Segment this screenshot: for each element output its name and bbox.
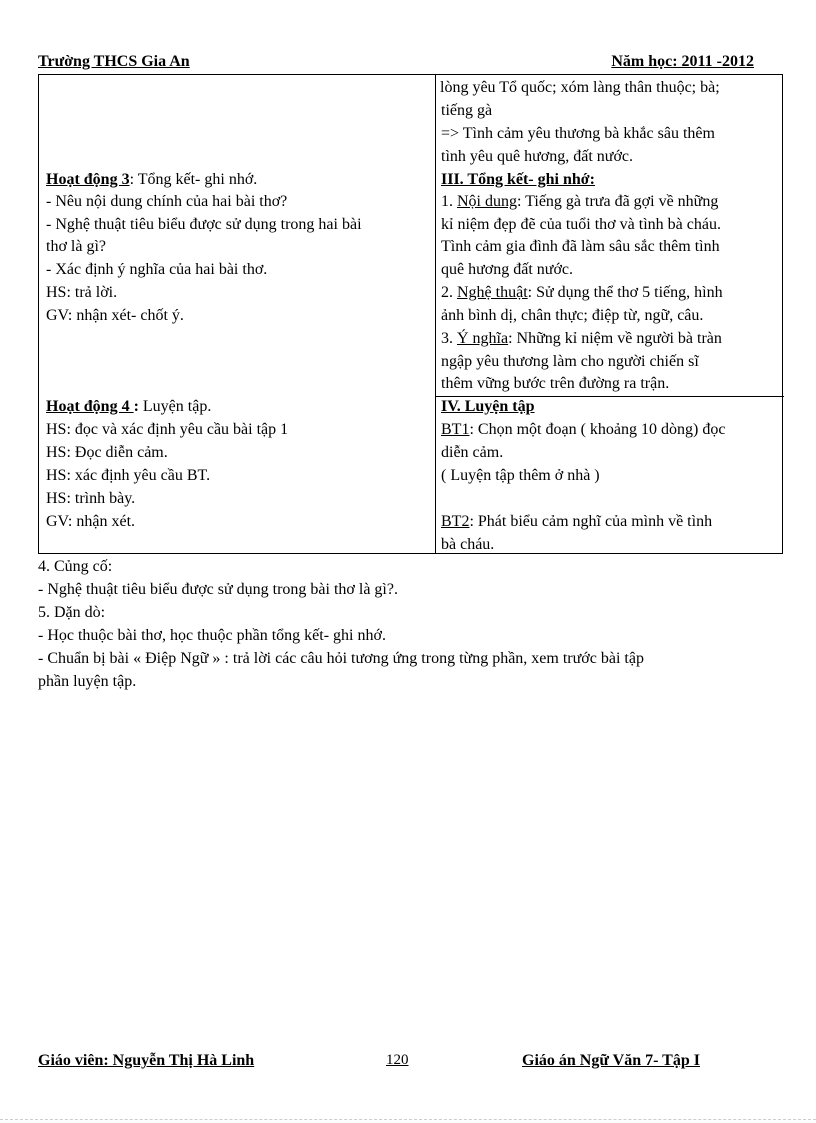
activity-4-line: GV: nhận xét.: [46, 513, 136, 530]
activity-4-heading: Hoạt động 4 : Luyện tập.: [46, 398, 212, 415]
summary-line: ngập yêu thương làm cho người chiến sĩ: [441, 353, 699, 370]
summary-line: kỉ niệm đẹp đẽ của tuổi thơ và tình bà cháu.: [441, 216, 721, 233]
activity-3-line: GV: nhận xét- chốt ý.: [46, 307, 184, 324]
homework-line: - Học thuộc bài thơ, học thuộc phần tổng kết- ghi nhớ.: [38, 627, 386, 644]
summary-item-art: 2. Nghệ thuật: Sử dụng thể thơ 5 tiếng, hình: [441, 284, 723, 301]
column-divider: [435, 75, 436, 553]
activity-4-line: HS: đọc và xác định yêu cầu bài tập 1: [46, 421, 289, 438]
consolidation-line: - Nghệ thuật tiêu biểu được sử dụng trong bài thơ là gì?.: [38, 581, 398, 598]
consolidation-heading: 4. Củng cố:: [38, 558, 113, 575]
activity-3-line: - Nghệ thuật tiêu biểu được sử dụng trong hai bài: [46, 216, 362, 233]
activity-4-line: HS: trình bày.: [46, 490, 136, 507]
page-edge: [0, 1119, 816, 1121]
activity-3-line: - Xác định ý nghĩa của hai bài thơ.: [46, 261, 268, 278]
exercise-line: diễn cảm.: [441, 444, 504, 461]
page-number: 120: [386, 1052, 409, 1068]
book-title: Giáo án Ngữ Văn 7- Tập I: [522, 1052, 700, 1069]
exercise-line: bà cháu.: [441, 536, 495, 553]
lesson-table: [38, 74, 783, 554]
summary-line: quê hương đất nước.: [441, 261, 574, 278]
exercise-2: BT2: Phát biểu cảm nghĩ của mình về tình: [441, 513, 713, 530]
teacher-name: Giáo viên: Nguyễn Thị Hà Linh: [38, 1052, 255, 1069]
activity-4-line: HS: Đọc diễn cảm.: [46, 444, 168, 461]
summary-item-content: 1. Nội dung: Tiếng gà trưa đã gợi về những: [441, 193, 719, 210]
activity-3-line: - Nêu nội dung chính của hai bài thơ?: [46, 193, 288, 210]
summary-line: Tình cảm gia đình đã làm sâu sắc thêm tình: [441, 238, 720, 255]
summary-line: ảnh bình dị, chân thực; điệp từ, ngữ, câu.: [441, 307, 704, 324]
summary-item-meaning: 3. Ý nghĩa: Những kỉ niệm về người bà tràn: [441, 330, 722, 347]
school-name: Trường THCS Gia An: [38, 53, 190, 70]
page-header: [38, 53, 754, 73]
page-footer: [38, 1052, 738, 1074]
homework-line: phần luyện tập.: [38, 673, 137, 690]
content-line: => Tình cảm yêu thương bà khắc sâu thêm: [441, 125, 715, 142]
summary-line: thêm vững bước trên đường ra trận.: [441, 375, 670, 392]
exercise-line: ( Luyện tập thêm ở nhà ): [441, 467, 600, 484]
section-3-title: III. Tổng kết- ghi nhớ:: [441, 171, 595, 188]
content-line: lòng yêu Tổ quốc; xóm làng thân thuộc; bà;: [440, 79, 720, 96]
exercise-1: BT1: Chọn một đoạn ( khoảng 10 dòng) đọc: [441, 421, 726, 438]
homework-heading: 5. Dặn dò:: [38, 604, 106, 621]
school-year: Năm học: 2011 -2012: [611, 53, 754, 70]
activity-3-line: HS: trả lời.: [46, 284, 118, 301]
content-line: tiếng gà: [441, 102, 493, 119]
activity-3-line: thơ là gì?: [46, 238, 106, 255]
homework-line: - Chuẩn bị bài « Điệp Ngữ » : trả lời các câu hỏi tương ứng trong từng phần, xem trước bài tập: [38, 650, 644, 667]
content-line: tình yêu quê hương, đất nước.: [441, 148, 634, 165]
section-4-title: IV. Luyện tập: [441, 398, 535, 415]
activity-4-line: HS: xác định yêu cầu BT.: [46, 467, 211, 484]
activity-3-heading: Hoạt động 3: Tổng kết- ghi nhớ.: [46, 171, 258, 188]
